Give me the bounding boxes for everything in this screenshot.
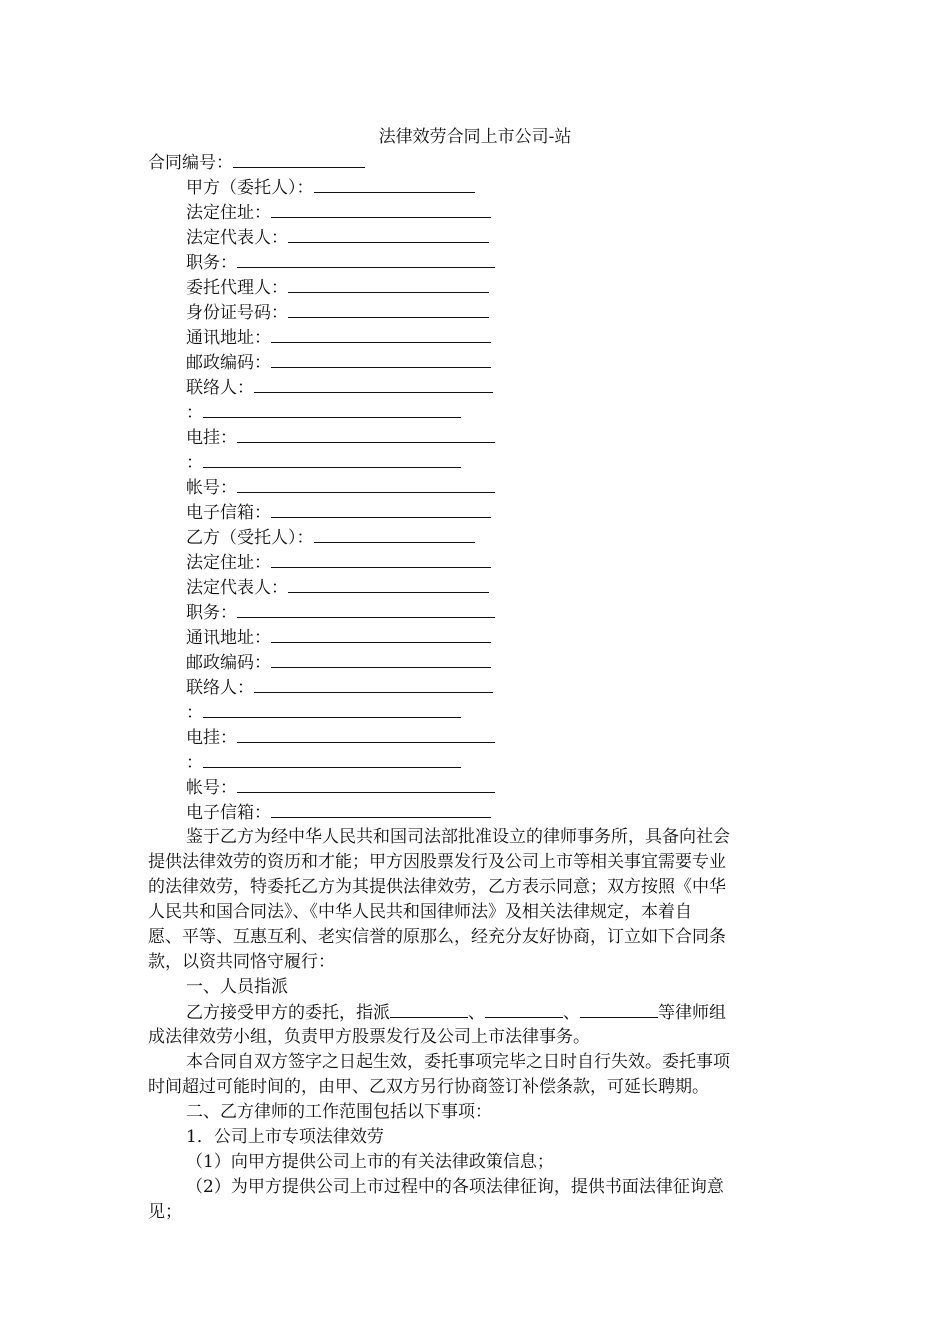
field-blank <box>203 700 461 718</box>
list-item: （2）为甲方提供公司上市过程中的各项法律征询，提供书面法律征询意 <box>186 1177 724 1197</box>
party-a-field-row <box>186 300 489 326</box>
field-blank <box>288 300 489 318</box>
contract-number-label: 合同编号： <box>148 153 233 173</box>
phone-label: 电挂： <box>186 428 237 448</box>
party-a-field-label: 联络人： <box>186 378 254 398</box>
account-label: 帐号： <box>186 778 237 798</box>
section1-paragraph2-line: 本合同自双方签字之日起生效，委托事项完毕之日时自行失效。委托事项 <box>186 1052 730 1072</box>
party-a-field-row <box>186 200 491 226</box>
party-b-phone-row <box>186 725 495 751</box>
field-blank <box>203 400 461 418</box>
field-blank <box>237 250 495 268</box>
party-b-account-row <box>186 775 495 801</box>
field-blank <box>237 600 495 618</box>
party-b-field-label: 通讯地址： <box>186 628 271 648</box>
separator: 、 <box>563 1003 580 1023</box>
text-run: 等律师组 <box>658 1003 726 1023</box>
party-b-field-row <box>186 550 491 576</box>
section2-heading: 二、乙方律师的工作范围包括以下事项： <box>186 1102 492 1122</box>
party-b-field-row <box>186 650 491 676</box>
email-label: 电子信箱： <box>186 803 271 823</box>
party-a-field-row <box>186 375 493 401</box>
field-blank <box>271 500 491 518</box>
party-a-field-row <box>186 350 491 376</box>
contract-number-blank <box>233 150 365 168</box>
section1-paragraph1-line: 成法律效劳小组，负责甲方股票发行及公司上市法律事务。 <box>148 1027 590 1047</box>
party-a-name-blank <box>314 175 475 193</box>
party-b-heading-row <box>186 525 475 551</box>
section1-paragraph1-line <box>186 1000 726 1026</box>
field-blank <box>271 650 491 668</box>
party-a-field-row <box>186 275 489 301</box>
field-blank <box>254 375 493 393</box>
phone-label: 电挂： <box>186 728 237 748</box>
field-blank <box>237 425 495 443</box>
field-blank <box>237 475 495 493</box>
party-a-colon-row <box>186 400 461 426</box>
party-b-heading: 乙方（受托人）： <box>186 528 314 548</box>
colon-label: ： <box>186 403 203 423</box>
colon-label: ： <box>186 753 203 773</box>
preamble-line: 人民共和国合同法》、《中华人民共和国律师法》及相关法律规定，本着自 <box>148 902 692 922</box>
field-blank <box>271 625 491 643</box>
field-blank <box>254 675 493 693</box>
party-b-field-label: 职务： <box>186 603 237 623</box>
party-b-field-row <box>186 575 489 601</box>
text-run: 乙方接受甲方的委托，指派 <box>186 1003 390 1023</box>
list-item: （1）向甲方提供公司上市的有关法律政策信息； <box>186 1152 554 1172</box>
section1-heading: 一、人员指派 <box>186 977 288 997</box>
field-blank <box>203 750 461 768</box>
account-label: 帐号： <box>186 478 237 498</box>
lawyer-name-blank <box>485 1000 563 1018</box>
section1-paragraph2-line: 时间超过可能时间的，由甲、乙双方另行协商签订补偿条款，可延长聘期。 <box>148 1077 709 1097</box>
party-b-field-row <box>186 675 493 701</box>
separator: 、 <box>468 1003 485 1023</box>
party-b-colon-row <box>186 750 461 776</box>
field-blank <box>288 225 489 243</box>
lawyer-name-blank <box>580 1000 658 1018</box>
field-blank <box>271 200 491 218</box>
field-blank <box>203 450 461 468</box>
field-blank <box>271 800 491 818</box>
preamble-line: 款，以资共同恪守履行： <box>148 952 335 972</box>
list-item: 1．公司上市专项法律效劳 <box>186 1127 384 1147</box>
list-item: 见； <box>148 1202 182 1222</box>
field-blank <box>288 275 489 293</box>
party-b-field-label: 法定住址： <box>186 553 271 573</box>
party-a-account-row <box>186 475 495 501</box>
party-a-field-label: 法定代表人： <box>186 228 288 248</box>
preamble-line: 愿、平等、互惠互利、老实信誉的原那么，经充分友好协商，订立如下合同条 <box>148 927 726 947</box>
email-label: 电子信箱： <box>186 503 271 523</box>
party-a-field-row <box>186 325 491 351</box>
party-a-colon-row <box>186 450 461 476</box>
field-blank <box>288 575 489 593</box>
party-b-name-blank <box>314 525 475 543</box>
party-a-field-label: 身份证号码： <box>186 303 288 323</box>
party-a-field-label: 通讯地址： <box>186 328 271 348</box>
party-a-field-label: 委托代理人： <box>186 278 288 298</box>
colon-label: ： <box>186 703 203 723</box>
party-a-field-row <box>186 250 495 276</box>
party-a-phone-row <box>186 425 495 451</box>
preamble-line: 鉴于乙方为经中华人民共和国司法部批准设立的律师事务所，具备向社会 <box>186 827 730 847</box>
party-b-email-row <box>186 800 491 826</box>
document-title: 法律效劳合同上市公司-站 <box>378 127 572 147</box>
field-blank <box>271 550 491 568</box>
field-blank <box>271 325 491 343</box>
party-b-field-row <box>186 625 491 651</box>
party-a-field-label: 法定住址： <box>186 203 271 223</box>
party-a-heading: 甲方（委托人）： <box>186 178 314 198</box>
party-b-field-label: 联络人： <box>186 678 254 698</box>
preamble-line: 提供法律效劳的资历和才能；甲方因股票发行及公司上市等相关事宜需要专业 <box>148 852 726 872</box>
field-blank <box>271 350 491 368</box>
party-a-heading-row <box>186 175 475 201</box>
field-blank <box>237 725 495 743</box>
field-blank <box>237 775 495 793</box>
lawyer-name-blank <box>390 1000 468 1018</box>
preamble-line: 的法律效劳，特委托乙方为其提供法律效劳，乙方表示同意；双方按照《中华 <box>148 877 726 897</box>
colon-label: ： <box>186 453 203 473</box>
contract-number-row <box>148 150 365 176</box>
party-b-colon-row <box>186 700 461 726</box>
party-a-field-label: 邮政编码： <box>186 353 271 373</box>
party-b-field-row <box>186 600 495 626</box>
party-b-field-label: 邮政编码： <box>186 653 271 673</box>
party-b-field-label: 法定代表人： <box>186 578 288 598</box>
party-a-email-row <box>186 500 491 526</box>
party-a-field-row <box>186 225 489 251</box>
party-a-field-label: 职务： <box>186 253 237 273</box>
